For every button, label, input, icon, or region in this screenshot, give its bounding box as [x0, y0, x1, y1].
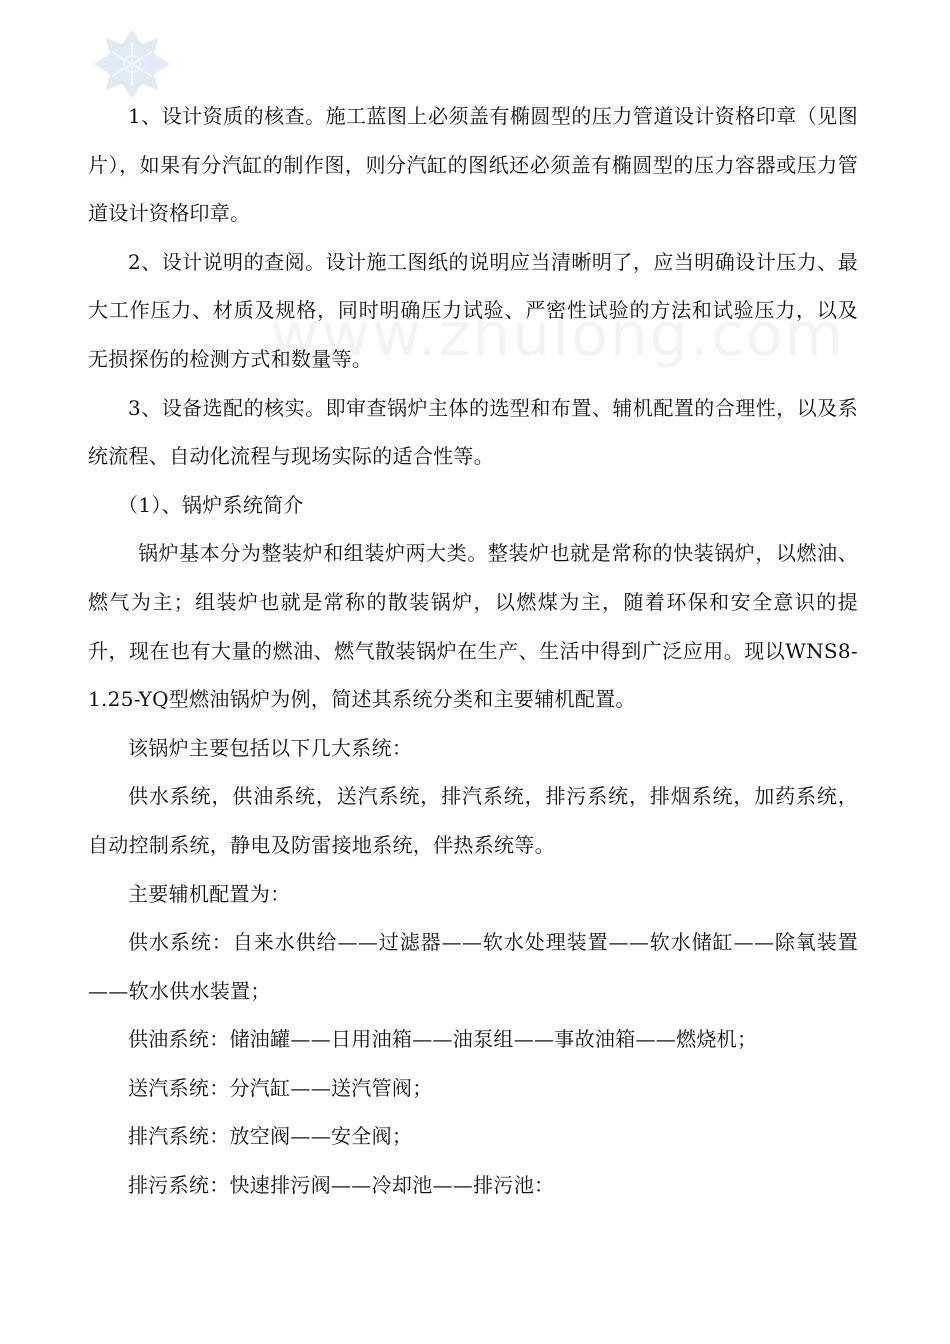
paragraph-oil-supply: 供油系统：储油罐——日用油箱——油泵组——事故油箱——燃烧机； [128, 1027, 758, 1052]
document-body [88, 92, 858, 1210]
paragraph-design-notes: 2、设计说明的查阅。设计施工图纸的说明应当清晰明了，应当明确设计压力、最大工作压力、材质及规格，同时明确压力试验、严密性试验的方法和试验压力，以及无损探伤的检测方式和数量等。 [88, 249, 858, 371]
paragraph-water-supply: 供水系统：自来水供给——过滤器——软水处理装置——软水储缸——除氧装置——软水供水装置； [88, 930, 858, 1003]
paragraph-design-qualification: 1、设计资质的核查。施工蓝图上必须盖有椭圆型的压力管道设计资格印章（见图片），如果有分汽缸的制作图，则分汽缸的图纸还必须盖有椭圆型的压力容器或压力管道设计资格印章。 [88, 104, 858, 226]
paragraph-steam-exhaust: 排汽系统：放空阀——安全阀； [128, 1124, 413, 1149]
paragraph-systems-intro: 该锅炉主要包括以下几大系统： [128, 735, 413, 760]
paragraph-blowdown: 排污系统：快速排污阀——冷却池——排污池： [128, 1173, 555, 1198]
paragraph-aux-config-intro: 主要辅机配置为： [128, 881, 291, 906]
snowflake-logo-icon [92, 28, 172, 100]
paragraph-steam-supply: 送汽系统：分汽缸——送汽管阀； [128, 1075, 433, 1100]
paragraph-systems-list: 供水系统，供油系统，送汽系统，排汽系统，排污系统，排烟系统，加药系统，自动控制系统，静电及防雷接地系统，伴热系统等。 [88, 784, 858, 857]
paragraph-boiler-intro: 锅炉基本分为整装炉和组装炉两大类。整装炉也就是常称的快装锅炉，以燃油、燃气为主；组装炉也就是常称的散装锅炉，以燃煤为主，随着环保和安全意识的提升，现在也有大量的燃油、燃气散装锅炉在生产、生活中得到广泛应用。现以WNS8-1.25-YQ型燃油锅炉为例，简述其系统分类和主要辅机配置。 [88, 541, 858, 712]
paragraph-equipment-check: 3、设备选配的核实。即审查锅炉主体的选型和布置、辅机配置的合理性，以及系统流程、自动化流程与现场实际的适合性等。 [88, 395, 858, 469]
section-heading-boiler-system: （1）、锅炉系统简介 [118, 492, 304, 517]
